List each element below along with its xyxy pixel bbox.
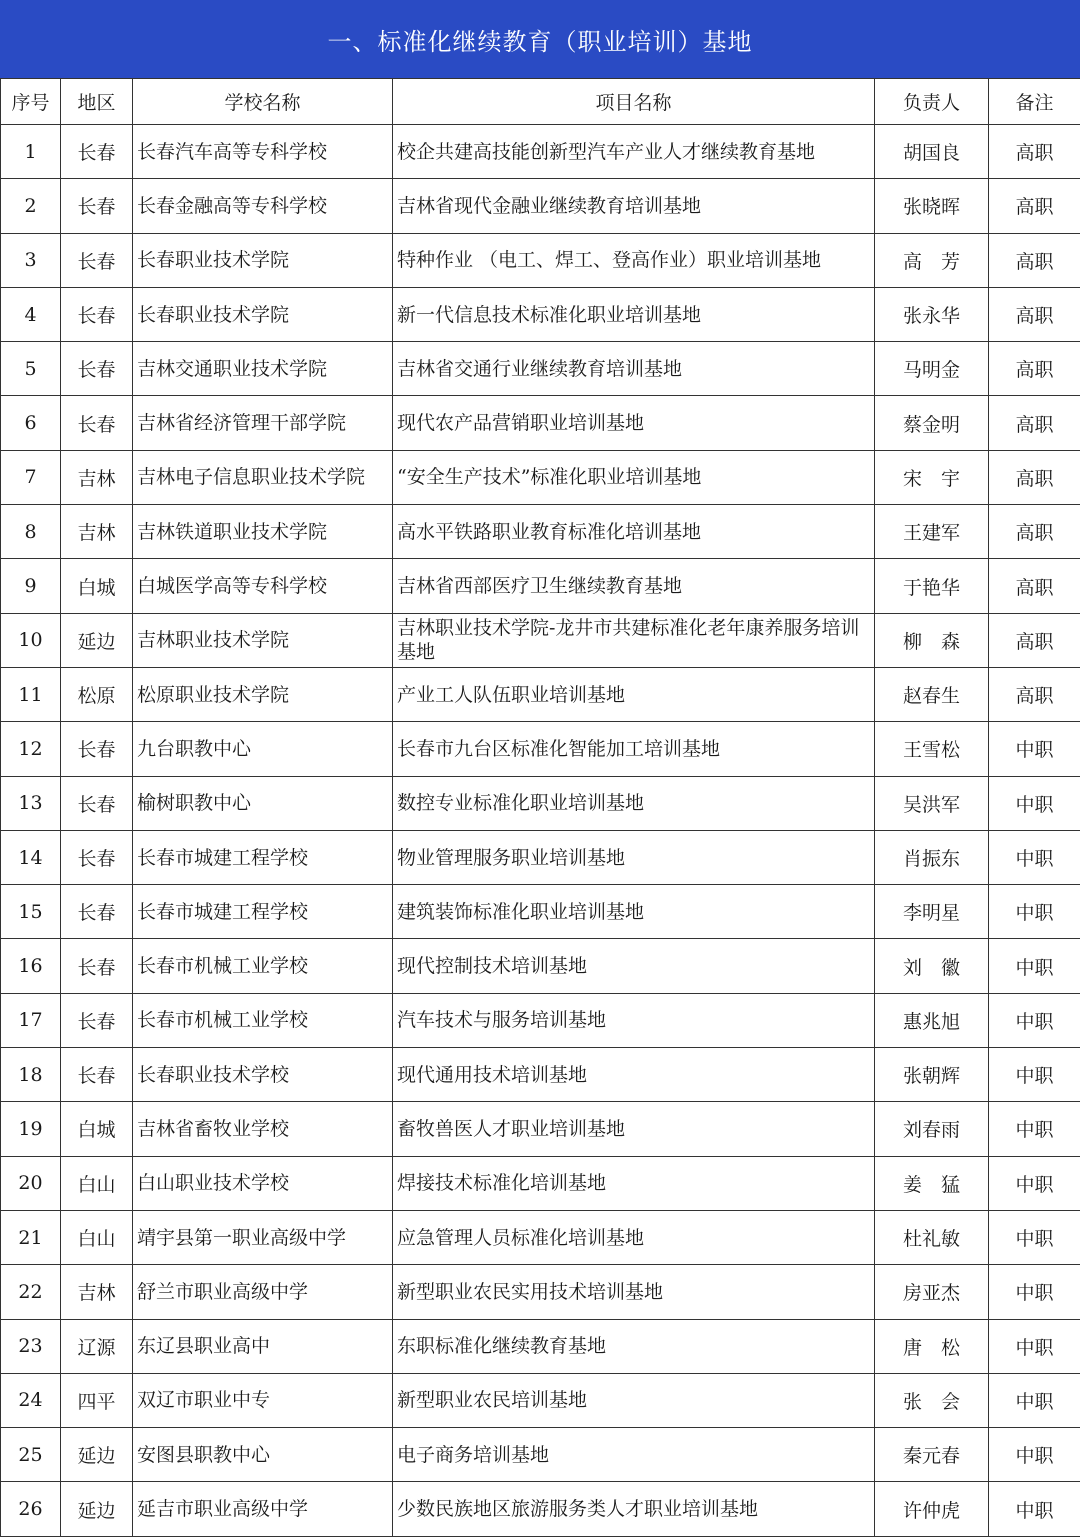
table-row: [1, 1102, 1080, 1156]
cell-project: 汽车技术与服务培训基地: [393, 993, 875, 1047]
cell-project: 长春市九台区标准化智能加工培训基地: [393, 722, 875, 776]
cell-project: 现代通用技术培训基地: [393, 1048, 875, 1102]
table-row: [1, 776, 1080, 830]
header-school: 学校名称: [133, 79, 393, 125]
cell-note: 中职: [989, 1428, 1080, 1482]
cell-no: 20: [1, 1156, 61, 1210]
cell-school: 吉林交通职业技术学院: [133, 342, 393, 396]
cell-school: 安图县职教中心: [133, 1428, 393, 1482]
cell-no: 18: [1, 1048, 61, 1102]
cell-no: 24: [1, 1373, 61, 1427]
header-project: 项目名称: [393, 79, 875, 125]
table-row: [1, 559, 1080, 613]
cell-region: 长春: [61, 939, 133, 993]
cell-project: 现代控制技术培训基地: [393, 939, 875, 993]
cell-school: 延吉市职业高级中学: [133, 1482, 393, 1536]
cell-region: 白山: [61, 1156, 133, 1210]
cell-school: 长春金融高等专科学校: [133, 179, 393, 233]
cell-project: 新型职业农民实用技术培训基地: [393, 1265, 875, 1319]
header-no: 序号: [1, 79, 61, 125]
cell-region: 长春: [61, 179, 133, 233]
table-row: [1, 939, 1080, 993]
cell-person: 房亚杰: [875, 1265, 989, 1319]
cell-no: 17: [1, 993, 61, 1047]
cell-school: 九台职教中心: [133, 722, 393, 776]
cell-no: 25: [1, 1428, 61, 1482]
cell-person: 王雪松: [875, 722, 989, 776]
cell-school: 长春职业技术学院: [133, 233, 393, 287]
cell-note: 中职: [989, 776, 1080, 830]
cell-region: 吉林: [61, 1265, 133, 1319]
cell-project: 畜牧兽医人才职业培训基地: [393, 1102, 875, 1156]
cell-project: 焊接技术标准化培训基地: [393, 1156, 875, 1210]
cell-region: 长春: [61, 342, 133, 396]
cell-no: 7: [1, 450, 61, 504]
cell-person: 于艳华: [875, 559, 989, 613]
cell-school: 长春市机械工业学校: [133, 993, 393, 1047]
cell-no: 2: [1, 179, 61, 233]
cell-school: 松原职业技术学院: [133, 667, 393, 721]
table-row: [1, 1210, 1080, 1264]
cell-school: 吉林职业技术学院: [133, 613, 393, 667]
cell-school: 长春职业技术学校: [133, 1048, 393, 1102]
table-row: [1, 613, 1080, 667]
header-region: 地区: [61, 79, 133, 125]
cell-school: 长春汽车高等专科学校: [133, 125, 393, 179]
cell-person: 张朝辉: [875, 1048, 989, 1102]
cell-project: 应急管理人员标准化培训基地: [393, 1210, 875, 1264]
cell-no: 26: [1, 1482, 61, 1536]
cell-person: 张永华: [875, 287, 989, 341]
table-row: [1, 342, 1080, 396]
cell-school: 白城医学高等专科学校: [133, 559, 393, 613]
cell-person: 刘春雨: [875, 1102, 989, 1156]
cell-no: 16: [1, 939, 61, 993]
cell-note: 高职: [989, 667, 1080, 721]
cell-project: 建筑装饰标准化职业培训基地: [393, 885, 875, 939]
cell-note: 中职: [989, 1102, 1080, 1156]
cell-person: 张晓晖: [875, 179, 989, 233]
cell-note: 高职: [989, 450, 1080, 504]
cell-person: 惠兆旭: [875, 993, 989, 1047]
cell-no: 12: [1, 722, 61, 776]
cell-note: 高职: [989, 559, 1080, 613]
cell-note: 中职: [989, 1048, 1080, 1102]
cell-school: 长春市机械工业学校: [133, 939, 393, 993]
cell-school: 舒兰市职业高级中学: [133, 1265, 393, 1319]
cell-note: 高职: [989, 179, 1080, 233]
cell-note: 高职: [989, 613, 1080, 667]
cell-region: 吉林: [61, 450, 133, 504]
cell-no: 6: [1, 396, 61, 450]
cell-school: 长春市城建工程学校: [133, 885, 393, 939]
table-row: [1, 179, 1080, 233]
cell-note: 高职: [989, 505, 1080, 559]
cell-person: 宋 宇: [875, 450, 989, 504]
cell-person: 杜礼敏: [875, 1210, 989, 1264]
cell-region: 长春: [61, 993, 133, 1047]
cell-note: 中职: [989, 830, 1080, 884]
cell-project: 数控专业标准化职业培训基地: [393, 776, 875, 830]
cell-person: 姜 猛: [875, 1156, 989, 1210]
cell-region: 松原: [61, 667, 133, 721]
cell-no: 14: [1, 830, 61, 884]
cell-school: 榆树职教中心: [133, 776, 393, 830]
cell-region: 延边: [61, 1482, 133, 1536]
cell-no: 1: [1, 125, 61, 179]
cell-person: 唐 松: [875, 1319, 989, 1373]
cell-person: 王建军: [875, 505, 989, 559]
table-row: [1, 1048, 1080, 1102]
cell-region: 长春: [61, 776, 133, 830]
cell-region: 长春: [61, 830, 133, 884]
cell-region: 延边: [61, 1428, 133, 1482]
cell-project: “安全生产技术”标准化职业培训基地: [393, 450, 875, 504]
table-row: [1, 1373, 1080, 1427]
cell-person: 赵春生: [875, 667, 989, 721]
cell-note: 高职: [989, 287, 1080, 341]
table-row: [1, 830, 1080, 884]
cell-project: 高水平铁路职业教育标准化培训基地: [393, 505, 875, 559]
table-row: [1, 287, 1080, 341]
cell-project: 物业管理服务职业培训基地: [393, 830, 875, 884]
header-note: 备注: [989, 79, 1080, 125]
cell-no: 3: [1, 233, 61, 287]
cell-person: 柳 森: [875, 613, 989, 667]
cell-project: 现代农产品营销职业培训基地: [393, 396, 875, 450]
table-row: [1, 396, 1080, 450]
cell-project: 少数民族地区旅游服务类人才职业培训基地: [393, 1482, 875, 1536]
cell-school: 靖宇县第一职业高级中学: [133, 1210, 393, 1264]
table-row: [1, 233, 1080, 287]
cell-region: 长春: [61, 722, 133, 776]
table-row: [1, 450, 1080, 504]
cell-region: 白城: [61, 559, 133, 613]
cell-region: 长春: [61, 287, 133, 341]
table-row: [1, 1428, 1080, 1482]
cell-person: 肖振东: [875, 830, 989, 884]
cell-region: 长春: [61, 396, 133, 450]
cell-school: 东辽县职业高中: [133, 1319, 393, 1373]
cell-project: 吉林职业技术学院-龙井市共建标准化老年康养服务培训基地: [393, 613, 875, 667]
table-title: 一、标准化继续教育（职业培训）基地: [0, 0, 1080, 78]
table-row: [1, 722, 1080, 776]
table-row: [1, 993, 1080, 1047]
cell-project: 新一代信息技术标准化职业培训基地: [393, 287, 875, 341]
cell-no: 15: [1, 885, 61, 939]
cell-school: 长春市城建工程学校: [133, 830, 393, 884]
cell-no: 23: [1, 1319, 61, 1373]
cell-no: 19: [1, 1102, 61, 1156]
cell-no: 22: [1, 1265, 61, 1319]
cell-project: 吉林省交通行业继续教育培训基地: [393, 342, 875, 396]
cell-note: 高职: [989, 233, 1080, 287]
cell-project: 特种作业 （电工、焊工、登高作业）职业培训基地: [393, 233, 875, 287]
cell-note: 中职: [989, 1373, 1080, 1427]
cell-no: 4: [1, 287, 61, 341]
cell-school: 吉林省畜牧业学校: [133, 1102, 393, 1156]
cell-project: 校企共建高技能创新型汽车产业人才继续教育基地: [393, 125, 875, 179]
cell-school: 吉林铁道职业技术学院: [133, 505, 393, 559]
cell-region: 长春: [61, 233, 133, 287]
cell-region: 延边: [61, 613, 133, 667]
cell-no: 13: [1, 776, 61, 830]
cell-project: 吉林省现代金融业继续教育培训基地: [393, 179, 875, 233]
cell-region: 长春: [61, 125, 133, 179]
cell-note: 中职: [989, 885, 1080, 939]
cell-note: 高职: [989, 396, 1080, 450]
table-row: [1, 505, 1080, 559]
cell-school: 白山职业技术学校: [133, 1156, 393, 1210]
cell-project: 产业工人队伍职业培训基地: [393, 667, 875, 721]
cell-person: 秦元春: [875, 1428, 989, 1482]
header-person: 负责人: [875, 79, 989, 125]
cell-no: 10: [1, 613, 61, 667]
cell-person: 许仲虎: [875, 1482, 989, 1536]
cell-no: 11: [1, 667, 61, 721]
cell-note: 中职: [989, 1482, 1080, 1536]
cell-person: 张 会: [875, 1373, 989, 1427]
cell-note: 中职: [989, 1265, 1080, 1319]
cell-school: 双辽市职业中专: [133, 1373, 393, 1427]
table-row: [1, 885, 1080, 939]
table-row: [1, 1156, 1080, 1210]
cell-school: 长春职业技术学院: [133, 287, 393, 341]
cell-no: 8: [1, 505, 61, 559]
cell-project: 吉林省西部医疗卫生继续教育基地: [393, 559, 875, 613]
header-row: [1, 79, 1080, 125]
cell-person: 李明星: [875, 885, 989, 939]
cell-note: 中职: [989, 1319, 1080, 1373]
cell-note: 中职: [989, 1210, 1080, 1264]
cell-note: 中职: [989, 993, 1080, 1047]
cell-region: 长春: [61, 1048, 133, 1102]
data-table: [0, 78, 1080, 1537]
cell-note: 高职: [989, 125, 1080, 179]
cell-person: 吴洪军: [875, 776, 989, 830]
table-row: [1, 1265, 1080, 1319]
cell-note: 中职: [989, 1156, 1080, 1210]
cell-region: 吉林: [61, 505, 133, 559]
cell-no: 9: [1, 559, 61, 613]
cell-person: 高 芳: [875, 233, 989, 287]
cell-person: 马明金: [875, 342, 989, 396]
cell-project: 新型职业农民培训基地: [393, 1373, 875, 1427]
table-row: [1, 125, 1080, 179]
cell-region: 长春: [61, 885, 133, 939]
cell-note: 中职: [989, 722, 1080, 776]
cell-project: 电子商务培训基地: [393, 1428, 875, 1482]
cell-person: 胡国良: [875, 125, 989, 179]
table-row: [1, 1319, 1080, 1373]
cell-region: 四平: [61, 1373, 133, 1427]
cell-project: 东职标准化继续教育基地: [393, 1319, 875, 1373]
table-row: [1, 667, 1080, 721]
cell-no: 21: [1, 1210, 61, 1264]
cell-note: 高职: [989, 342, 1080, 396]
cell-school: 吉林省经济管理干部学院: [133, 396, 393, 450]
cell-person: 蔡金明: [875, 396, 989, 450]
cell-region: 辽源: [61, 1319, 133, 1373]
cell-note: 中职: [989, 939, 1080, 993]
cell-school: 吉林电子信息职业技术学院: [133, 450, 393, 504]
table-row: [1, 1482, 1080, 1536]
cell-no: 5: [1, 342, 61, 396]
cell-region: 白山: [61, 1210, 133, 1264]
cell-region: 白城: [61, 1102, 133, 1156]
cell-person: 刘 徽: [875, 939, 989, 993]
